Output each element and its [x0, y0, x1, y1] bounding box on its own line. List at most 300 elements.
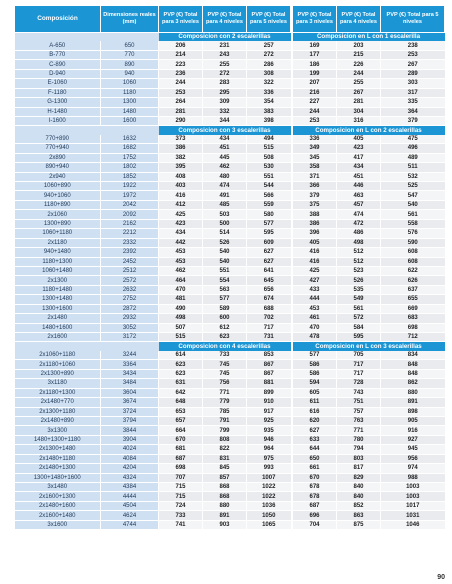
pvp-l-3-cell: 416: [293, 257, 337, 266]
dimension-cell: 1300: [101, 98, 159, 107]
pvp-l-5-cell: 891: [381, 398, 445, 407]
table-row: [15, 398, 445, 407]
pvp-l-5-cell: 905: [381, 416, 445, 425]
composicion-cell: 2x1300: [15, 276, 101, 285]
table-row: [15, 210, 445, 219]
table-row: [15, 98, 445, 107]
composicion-cell: F-1180: [15, 88, 101, 97]
pvp-l-5-cell: 489: [381, 153, 445, 162]
dimension-cell: 4324: [101, 473, 159, 482]
dimension-cell: 1632: [101, 135, 159, 144]
dimension-cell: 2162: [101, 219, 159, 228]
section-blank-cell: [15, 33, 159, 42]
pvp-5-cell: 946: [247, 435, 291, 444]
composicion-cell: I-1600: [15, 116, 101, 125]
pvp-3-cell: 507: [159, 323, 203, 332]
pvp-l-4-cell: 203: [337, 41, 381, 50]
section-title-right: Composicion en L con 3 escalerillas: [293, 342, 445, 351]
dimension-cell: 940: [101, 69, 159, 78]
pvp-3-cell: 715: [159, 492, 203, 501]
pvp-l-5-cell: 364: [381, 107, 445, 116]
pvp-l-3-cell: 478: [293, 333, 337, 342]
header-dimensiones: Dimensiones reales (mm): [101, 6, 159, 33]
composicion-cell: 1300+1600: [15, 304, 101, 313]
pvp-l-4-cell: 771: [337, 426, 381, 435]
composicion-cell: G-1300: [15, 98, 101, 107]
pvp-3-cell: 453: [159, 257, 203, 266]
pvp-5-cell: 383: [247, 107, 291, 116]
pvp-l-4-cell: 572: [337, 314, 381, 323]
pvp-l-5-cell: 511: [381, 163, 445, 172]
pvp-5-cell: 717: [247, 323, 291, 332]
dimension-cell: 3604: [101, 388, 159, 397]
pvp-5-cell: 964: [247, 445, 291, 454]
dimension-cell: 3724: [101, 407, 159, 416]
pvp-5-cell: 398: [247, 116, 291, 125]
dimension-cell: 3244: [101, 351, 159, 360]
pvp-l-3-cell: 396: [293, 229, 337, 238]
pvp-4-cell: 733: [203, 351, 247, 360]
pvp-5-cell: 257: [247, 41, 291, 50]
composicion-cell: 2x1060+1180: [15, 351, 101, 360]
pvp-l-4-cell: 457: [337, 200, 381, 209]
section-header-row: [15, 33, 445, 42]
table-row: [15, 314, 445, 323]
pvp-4-cell: 551: [203, 266, 247, 275]
pvp-5-cell: 577: [247, 219, 291, 228]
pvp-3-cell: 434: [159, 229, 203, 238]
pvp-4-cell: 514: [203, 229, 247, 238]
pvp-l-5-cell: 525: [381, 182, 445, 191]
table-row: [15, 445, 445, 454]
pvp-5-cell: 656: [247, 285, 291, 294]
table-row: [15, 379, 445, 388]
pvp-3-cell: 614: [159, 351, 203, 360]
dimension-cell: 4504: [101, 501, 159, 510]
pvp-4-cell: 791: [203, 416, 247, 425]
pvp-l-4-cell: 751: [337, 398, 381, 407]
table-row: [15, 50, 445, 59]
pvp-l-3-cell: 670: [293, 473, 337, 482]
pvp-5-cell: 910: [247, 398, 291, 407]
pvp-l-5-cell: 1017: [381, 501, 445, 510]
pvp-l-4-cell: 728: [337, 379, 381, 388]
composicion-cell: 2x1180+1300: [15, 388, 101, 397]
table-row: [15, 388, 445, 397]
section-header-row: [15, 342, 445, 351]
pvp-4-cell: 857: [203, 473, 247, 482]
pvp-l-4-cell: 226: [337, 60, 381, 69]
pvp-l-3-cell: 678: [293, 483, 337, 492]
pvp-l-5-cell: 848: [381, 360, 445, 369]
pvp-l-3-cell: 207: [293, 79, 337, 88]
pvp-l-5-cell: 683: [381, 314, 445, 323]
pvp-l-5-cell: 547: [381, 191, 445, 200]
pvp-l-4-cell: 446: [337, 182, 381, 191]
header-composicion: Composición: [15, 6, 101, 33]
pvp-5-cell: 627: [247, 248, 291, 257]
pvp-l-3-cell: 227: [293, 98, 337, 107]
pvp-4-cell: 503: [203, 210, 247, 219]
pvp-3-cell: 464: [159, 276, 203, 285]
pvp-l-4-cell: 434: [337, 163, 381, 172]
pvp-3-cell: 290: [159, 116, 203, 125]
pvp-3-cell: 481: [159, 295, 203, 304]
header-pvp-l-3-niveles: PVP (€) Total para 3 niveles: [293, 6, 337, 33]
composicion-cell: 1060+890: [15, 182, 101, 191]
pvp-l-3-cell: 704: [293, 520, 337, 529]
pvp-l-4-cell: 423: [337, 144, 381, 153]
pvp-l-4-cell: 584: [337, 323, 381, 332]
pvp-3-cell: 681: [159, 445, 203, 454]
pvp-l-5-cell: 880: [381, 388, 445, 397]
dimension-cell: 4624: [101, 511, 159, 520]
dimension-cell: 1600: [101, 116, 159, 125]
pvp-l-5-cell: 238: [381, 41, 445, 50]
pvp-l-4-cell: 803: [337, 454, 381, 463]
pvp-l-3-cell: 616: [293, 407, 337, 416]
pvp-5-cell: 508: [247, 153, 291, 162]
pvp-4-cell: 589: [203, 304, 247, 313]
pvp-l-5-cell: 608: [381, 257, 445, 266]
header-pvp-3-niveles: PVP (€) Total para 3 niveles: [159, 6, 203, 33]
header-pvp-5-niveles: PVP (€) Total para 5 niveles: [247, 6, 291, 33]
pvp-5-cell: 627: [247, 257, 291, 266]
pvp-l-5-cell: 974: [381, 464, 445, 473]
pvp-5-cell: 530: [247, 163, 291, 172]
pvp-l-4-cell: 840: [337, 483, 381, 492]
pvp-4-cell: 283: [203, 79, 247, 88]
pvp-l-3-cell: 687: [293, 501, 337, 510]
pvp-5-cell: 1007: [247, 473, 291, 482]
pvp-4-cell: 332: [203, 107, 247, 116]
pvp-3-cell: 462: [159, 266, 203, 275]
pvp-l-4-cell: 463: [337, 191, 381, 200]
dimension-cell: 2752: [101, 295, 159, 304]
pvp-l-5-cell: 1046: [381, 520, 445, 529]
pvp-l-5-cell: 267: [381, 60, 445, 69]
table-row: [15, 182, 445, 191]
composicion-cell: 1060+1480: [15, 266, 101, 275]
composicion-cell: 1300+890: [15, 219, 101, 228]
pvp-5-cell: 354: [247, 98, 291, 107]
pvp-4-cell: 554: [203, 276, 247, 285]
table-row: [15, 172, 445, 181]
pvp-4-cell: 451: [203, 144, 247, 153]
pvp-5-cell: 867: [247, 369, 291, 378]
pvp-3-cell: 648: [159, 398, 203, 407]
pvp-l-5-cell: 988: [381, 473, 445, 482]
pvp-l-3-cell: 586: [293, 369, 337, 378]
dimension-cell: 1480: [101, 107, 159, 116]
pvp-l-3-cell: 633: [293, 435, 337, 444]
pvp-l-3-cell: 678: [293, 492, 337, 501]
pvp-l-3-cell: 379: [293, 191, 337, 200]
table-row: [15, 285, 445, 294]
dimension-cell: 1180: [101, 88, 159, 97]
dimension-cell: 2042: [101, 200, 159, 209]
table-row: [15, 276, 445, 285]
composicion-cell: 2x1480+1600: [15, 501, 101, 510]
pvp-l-3-cell: 433: [293, 285, 337, 294]
pvp-5-cell: 336: [247, 88, 291, 97]
composicion-cell: C-890: [15, 60, 101, 69]
dimension-cell: 4384: [101, 483, 159, 492]
pvp-4-cell: 309: [203, 98, 247, 107]
pvp-l-5-cell: 622: [381, 266, 445, 275]
pvp-3-cell: 386: [159, 144, 203, 153]
composicion-cell: H-1480: [15, 107, 101, 116]
table-row: [15, 333, 445, 342]
pvp-5-cell: 322: [247, 79, 291, 88]
composicion-cell: 1300+1480: [15, 295, 101, 304]
pvp-l-4-cell: 549: [337, 295, 381, 304]
pvp-5-cell: 566: [247, 191, 291, 200]
composicion-cell: 2x1180+1060: [15, 360, 101, 369]
dimension-cell: 650: [101, 41, 159, 50]
composicion-cell: 1180+1480: [15, 285, 101, 294]
dimension-cell: 1060: [101, 79, 159, 88]
pvp-l-4-cell: 417: [337, 153, 381, 162]
table-row: [15, 351, 445, 360]
pvp-3-cell: 442: [159, 238, 203, 247]
pvp-l-5-cell: 253: [381, 50, 445, 59]
pvp-3-cell: 687: [159, 454, 203, 463]
pvp-l-5-cell: 1003: [381, 492, 445, 501]
pvp-l-5-cell: 576: [381, 229, 445, 238]
dimension-cell: 3172: [101, 333, 159, 342]
pvp-l-5-cell: 945: [381, 445, 445, 454]
section-header-row: [15, 126, 445, 135]
pvp-l-5-cell: 916: [381, 426, 445, 435]
pvp-3-cell: 425: [159, 210, 203, 219]
composicion-cell: 3x1180: [15, 379, 101, 388]
pvp-5-cell: 935: [247, 426, 291, 435]
pvp-3-cell: 490: [159, 304, 203, 313]
pvp-3-cell: 724: [159, 501, 203, 510]
dimension-cell: 1752: [101, 153, 159, 162]
pvp-5-cell: 645: [247, 276, 291, 285]
pvp-4-cell: 745: [203, 369, 247, 378]
pvp-l-5-cell: 698: [381, 323, 445, 332]
pvp-l-4-cell: 717: [337, 369, 381, 378]
dimension-cell: 2212: [101, 229, 159, 238]
pvp-l-4-cell: 512: [337, 257, 381, 266]
pvp-l-3-cell: 650: [293, 454, 337, 463]
pvp-l-5-cell: 1031: [381, 511, 445, 520]
pvp-4-cell: 779: [203, 398, 247, 407]
dimension-cell: 2512: [101, 266, 159, 275]
pvp-l-3-cell: 461: [293, 314, 337, 323]
header-pvp-l-5-niveles: PVP (€) Total para 5 niveles: [381, 6, 445, 33]
pvp-5-cell: 286: [247, 60, 291, 69]
pvp-l-5-cell: 956: [381, 454, 445, 463]
pvp-l-4-cell: 512: [337, 248, 381, 257]
pvp-4-cell: 785: [203, 407, 247, 416]
composicion-cell: 1060+1180: [15, 229, 101, 238]
pvp-l-4-cell: 498: [337, 238, 381, 247]
pvp-5-cell: 515: [247, 144, 291, 153]
pvp-3-cell: 653: [159, 407, 203, 416]
pvp-l-4-cell: 561: [337, 304, 381, 313]
pvp-3-cell: 631: [159, 379, 203, 388]
dimension-cell: 4204: [101, 464, 159, 473]
table-row: [15, 191, 445, 200]
header-pvp-l-4-niveles: PVP (€) Total para 4 niveles: [337, 6, 381, 33]
pvp-l-4-cell: 757: [337, 407, 381, 416]
pvp-3-cell: 453: [159, 248, 203, 257]
table-row: [15, 304, 445, 313]
pvp-4-cell: 500: [203, 219, 247, 228]
pvp-l-3-cell: 177: [293, 50, 337, 59]
pvp-l-5-cell: 496: [381, 144, 445, 153]
pvp-l-4-cell: 875: [337, 520, 381, 529]
pvp-l-3-cell: 405: [293, 238, 337, 247]
page-number: 90: [437, 574, 445, 581]
pvp-5-cell: 1022: [247, 483, 291, 492]
pvp-l-5-cell: 590: [381, 238, 445, 247]
pvp-4-cell: 891: [203, 511, 247, 520]
pvp-l-4-cell: 244: [337, 69, 381, 78]
pvp-4-cell: 491: [203, 191, 247, 200]
composicion-cell: 2x1480+890: [15, 416, 101, 425]
composicion-cell: 940+1480: [15, 248, 101, 257]
pvp-l-3-cell: 216: [293, 88, 337, 97]
pvp-l-3-cell: 444: [293, 295, 337, 304]
pvp-l-5-cell: 1003: [381, 483, 445, 492]
pvp-l-3-cell: 371: [293, 172, 337, 181]
dimension-cell: 2872: [101, 304, 159, 313]
pvp-l-3-cell: 345: [293, 153, 337, 162]
table-header: [15, 6, 445, 33]
pvp-l-3-cell: 611: [293, 398, 337, 407]
pvp-l-5-cell: 532: [381, 172, 445, 181]
table-row: [15, 257, 445, 266]
pvp-3-cell: 408: [159, 172, 203, 181]
pvp-l-5-cell: 834: [381, 351, 445, 360]
pvp-l-5-cell: 379: [381, 116, 445, 125]
pvp-4-cell: 231: [203, 41, 247, 50]
section-title-left: Composicion con 3 escalerillas: [159, 126, 291, 135]
composicion-cell: 2x940: [15, 172, 101, 181]
pvp-4-cell: 756: [203, 379, 247, 388]
pvp-l-5-cell: 317: [381, 88, 445, 97]
table-row: [15, 153, 445, 162]
pvp-5-cell: 559: [247, 200, 291, 209]
pvp-3-cell: 515: [159, 333, 203, 342]
pvp-4-cell: 445: [203, 153, 247, 162]
pvp-4-cell: 480: [203, 172, 247, 181]
pvp-l-3-cell: 644: [293, 445, 337, 454]
composicion-cell: 2x1300+1180: [15, 407, 101, 416]
dimension-cell: 3052: [101, 323, 159, 332]
pvp-l-4-cell: 486: [337, 229, 381, 238]
pvp-5-cell: 609: [247, 238, 291, 247]
pvp-4-cell: 434: [203, 135, 247, 144]
pvp-3-cell: 657: [159, 416, 203, 425]
pvp-l-5-cell: 655: [381, 295, 445, 304]
pvp-4-cell: 243: [203, 50, 247, 59]
section-title-left: Composicion con 2 escalerillas: [159, 33, 291, 42]
pvp-l-5-cell: 927: [381, 435, 445, 444]
pvp-3-cell: 244: [159, 79, 203, 88]
pvp-l-3-cell: 425: [293, 266, 337, 275]
dimension-cell: 2392: [101, 248, 159, 257]
composicion-cell: 1300+1480+1600: [15, 473, 101, 482]
composicion-cell: 2x1480+1300: [15, 464, 101, 473]
section-title-right: Composicion en L con 2 escalerillas: [293, 126, 445, 135]
pvp-5-cell: 899: [247, 388, 291, 397]
pvp-4-cell: 880: [203, 501, 247, 510]
pvp-4-cell: 540: [203, 248, 247, 257]
dimension-cell: 4084: [101, 454, 159, 463]
pvp-4-cell: 295: [203, 88, 247, 97]
section-title-left: Composicion con 4 escalerillas: [159, 342, 291, 351]
table-row: [15, 144, 445, 153]
pvp-l-5-cell: 712: [381, 333, 445, 342]
pvp-l-3-cell: 366: [293, 182, 337, 191]
pvp-4-cell: 868: [203, 492, 247, 501]
table-row: [15, 248, 445, 257]
pvp-3-cell: 498: [159, 314, 203, 323]
pvp-l-3-cell: 336: [293, 135, 337, 144]
header-pvp-4-niveles: PVP (€) Total para 4 niveles: [203, 6, 247, 33]
pvp-4-cell: 808: [203, 435, 247, 444]
pvp-4-cell: 771: [203, 388, 247, 397]
pvp-5-cell: 1022: [247, 492, 291, 501]
pvp-l-4-cell: 763: [337, 416, 381, 425]
table-row: [15, 79, 445, 88]
dimension-cell: 1972: [101, 191, 159, 200]
pvp-l-4-cell: 405: [337, 135, 381, 144]
pvp-3-cell: 223: [159, 60, 203, 69]
pvp-l-5-cell: 558: [381, 219, 445, 228]
pvp-l-3-cell: 661: [293, 464, 337, 473]
pvp-l-3-cell: 586: [293, 360, 337, 369]
dimension-cell: 2092: [101, 210, 159, 219]
pvp-5-cell: 1065: [247, 520, 291, 529]
pvp-l-3-cell: 375: [293, 200, 337, 209]
pvp-3-cell: 670: [159, 435, 203, 444]
pvp-l-4-cell: 304: [337, 107, 381, 116]
pvp-l-5-cell: 898: [381, 407, 445, 416]
composicion-cell: 1180+890: [15, 200, 101, 209]
pvp-5-cell: 551: [247, 172, 291, 181]
pvp-5-cell: 702: [247, 314, 291, 323]
pvp-3-cell: 214: [159, 50, 203, 59]
table-row: [15, 416, 445, 425]
composicion-cell: 770+890: [15, 135, 101, 144]
pvp-5-cell: 580: [247, 210, 291, 219]
dimension-cell: 3794: [101, 416, 159, 425]
pvp-l-4-cell: 705: [337, 351, 381, 360]
pvp-l-3-cell: 594: [293, 379, 337, 388]
pvp-l-4-cell: 215: [337, 50, 381, 59]
dimension-cell: 3844: [101, 426, 159, 435]
table-row: [15, 266, 445, 275]
dimension-cell: 3484: [101, 379, 159, 388]
table-row: [15, 464, 445, 473]
pvp-l-3-cell: 386: [293, 219, 337, 228]
pvp-l-3-cell: 427: [293, 276, 337, 285]
composicion-cell: 2x1180: [15, 238, 101, 247]
pvp-l-3-cell: 358: [293, 163, 337, 172]
dimension-cell: 1922: [101, 182, 159, 191]
dimension-cell: 2332: [101, 238, 159, 247]
pvp-l-4-cell: 840: [337, 492, 381, 501]
dimension-cell: 770: [101, 50, 159, 59]
pvp-l-5-cell: 561: [381, 210, 445, 219]
